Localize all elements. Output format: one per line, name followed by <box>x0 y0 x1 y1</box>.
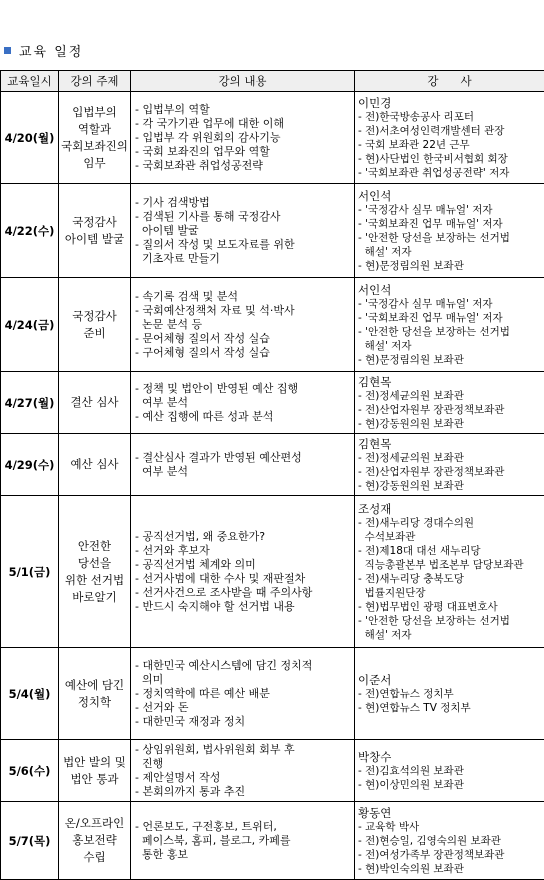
table-row <box>1 648 544 740</box>
instructor-note: - 전)서초여성인력개발센터 관장 <box>358 124 542 138</box>
instructor-cell <box>355 434 544 496</box>
table-row <box>1 92 544 184</box>
content-cell <box>131 92 355 184</box>
content-line: - 본회의까지 통과 추진 <box>135 785 351 799</box>
table-row <box>1 434 544 496</box>
content-cell <box>131 372 355 434</box>
content-line: - 상임위원회, 법사위원회 회부 후 <box>135 743 351 757</box>
content-line: - 국회 보좌진의 업무와 역할 <box>135 145 351 159</box>
instructor-note: - 현)법무법인 광평 대표변호사 <box>358 600 542 614</box>
instructor-note: - 전)새누리당 경대수의원 <box>358 516 542 530</box>
instructor-note: 해설' 저자 <box>358 245 542 259</box>
topic-line: 예산 심사 <box>61 456 128 473</box>
date-cell: 5/6(수) <box>1 740 59 802</box>
instructor-cell <box>355 740 544 802</box>
table-row <box>1 184 544 278</box>
content-line: - 국회보좌관 취업성공전략 <box>135 159 351 173</box>
topic-line: 당선을 <box>61 555 128 572</box>
instructor-note: 직능총괄본부 법조본부 담당보좌관 <box>358 558 542 572</box>
content-line: - 국회예산정책처 자료 및 석·박사 <box>135 304 351 318</box>
instructor-cell <box>355 372 544 434</box>
content-line: - 구어체형 질의서 작성 실습 <box>135 346 351 360</box>
date-cell: 5/1(금) <box>1 496 59 648</box>
instructor-note: - '국회보좌관 취업성공전략' 저자 <box>358 166 542 180</box>
content-cell <box>131 434 355 496</box>
content-line: - 질의서 작성 및 보도자료를 위한 <box>135 238 351 252</box>
instructor-note: - '안전한 당선을 보장하는 선거법 <box>358 231 542 245</box>
content-line: - 대한민국 재정과 정치 <box>135 715 351 729</box>
table-header-row <box>1 71 544 92</box>
content-line: - 정책 및 법안이 반영된 예산 집행 <box>135 382 351 396</box>
table-body <box>1 92 544 880</box>
col-header-date: 교육일시 <box>1 71 59 92</box>
topic-line: 국정감사 <box>61 308 128 325</box>
content-cell <box>131 802 355 880</box>
topic-line: 국정감사 <box>61 214 128 231</box>
topic-cell <box>59 802 131 880</box>
bullet-square-icon <box>4 47 11 54</box>
instructor-cell <box>355 802 544 880</box>
topic-line: 임무 <box>61 155 128 172</box>
content-cell <box>131 278 355 372</box>
content-line: 여부 분석 <box>135 465 351 479</box>
instructor-note: - 전)산업자원부 장관정책보좌관 <box>358 403 542 417</box>
content-line: 통한 홍보 <box>135 848 351 862</box>
instructor-note: - 교육학 박사 <box>358 820 542 834</box>
content-line: 페이스북, 홈피, 블로그, 카페를 <box>135 834 351 848</box>
content-line: - 기사 검색방법 <box>135 196 351 210</box>
content-line: - 공직선거법, 왜 중요한가? <box>135 530 351 544</box>
col-header-content: 강의 내용 <box>131 71 355 92</box>
content-line: 논문 분석 등 <box>135 318 351 332</box>
instructor-name: 이민경 <box>358 96 542 110</box>
content-line: 의미 <box>135 673 351 687</box>
instructor-note: - '안전한 당선을 보장하는 선거법 <box>358 614 542 628</box>
instructor-note: - 현)박인숙의원 보좌관 <box>358 862 542 876</box>
schedule-table <box>0 70 544 880</box>
section-title: 교육 일정 <box>19 41 83 60</box>
topic-cell <box>59 648 131 740</box>
instructor-note: - 전)김효석의원 보좌관 <box>358 764 542 778</box>
content-line: - 대한민국 예산시스템에 담긴 정치적 <box>135 659 351 673</box>
instructor-note: - '국회보좌진 업무 매뉴얼' 저자 <box>358 217 542 231</box>
instructor-note: - 현)강동원의원 보좌관 <box>358 417 542 431</box>
instructor-note: - 전)한국방송공사 리포터 <box>358 110 542 124</box>
topic-line: 위한 선거법 <box>61 572 128 589</box>
instructor-note: - 현)사단법인 한국비서협회 회장 <box>358 152 542 166</box>
instructor-name: 조성재 <box>358 502 542 516</box>
instructor-note: - 현)문정림의원 보좌관 <box>358 259 542 273</box>
topic-line: 법안 통과 <box>61 771 128 788</box>
instructor-note: - 현)이상민의원 보좌관 <box>358 778 542 792</box>
content-cell <box>131 648 355 740</box>
topic-cell <box>59 184 131 278</box>
topic-line: 아이템 발굴 <box>61 231 128 248</box>
date-cell: 5/4(월) <box>1 648 59 740</box>
table-row <box>1 278 544 372</box>
instructor-name: 김현목 <box>358 375 542 389</box>
instructor-note: - 전)정세균의원 보좌관 <box>358 389 542 403</box>
instructor-note: - 전)정세균의원 보좌관 <box>358 451 542 465</box>
content-line: - 선거와 돈 <box>135 701 351 715</box>
content-line: - 언론보도, 구전홍보, 트위터, <box>135 820 351 834</box>
content-line: 아이템 발굴 <box>135 224 351 238</box>
topic-line: 국회보좌진의 <box>61 138 128 155</box>
table-row <box>1 496 544 648</box>
instructor-note: 해설' 저자 <box>358 628 542 642</box>
instructor-cell <box>355 496 544 648</box>
instructor-note: 수석보좌관 <box>358 530 542 544</box>
instructor-name: 황동연 <box>358 806 542 820</box>
col-header-topic: 강의 주제 <box>59 71 131 92</box>
content-cell <box>131 740 355 802</box>
date-cell: 4/27(월) <box>1 372 59 434</box>
content-line: 기초자료 만들기 <box>135 252 351 266</box>
instructor-note: - '안전한 당선을 보장하는 선거법 <box>358 325 542 339</box>
topic-line: 역할과 <box>61 121 128 138</box>
instructor-note: 법률지원단장 <box>358 586 542 600</box>
topic-line: 결산 심사 <box>61 394 128 411</box>
topic-line: 준비 <box>61 325 128 342</box>
content-line: - 제안설명서 작성 <box>135 771 351 785</box>
topic-cell <box>59 372 131 434</box>
instructor-note: - 전)여성가족부 장관정책보좌관 <box>358 848 542 862</box>
table-row <box>1 740 544 802</box>
content-line: - 결산심사 결과가 반영된 예산편성 <box>135 451 351 465</box>
instructor-name: 서인석 <box>358 189 542 203</box>
instructor-cell <box>355 278 544 372</box>
topic-cell <box>59 434 131 496</box>
instructor-note: - '국회보좌진 업무 매뉴얼' 저자 <box>358 311 542 325</box>
topic-cell <box>59 278 131 372</box>
date-cell: 5/7(목) <box>1 802 59 880</box>
content-line: - 검색된 기사를 통해 국정감사 <box>135 210 351 224</box>
content-line: - 예산 집행에 따른 성과 분석 <box>135 410 351 424</box>
content-cell <box>131 184 355 278</box>
table-row <box>1 802 544 880</box>
instructor-note: - 전)산업자원부 장관정책보좌관 <box>358 465 542 479</box>
date-cell: 4/29(수) <box>1 434 59 496</box>
content-line: - 문어체형 질의서 작성 실습 <box>135 332 351 346</box>
topic-line: 예산에 담긴 <box>61 677 128 694</box>
instructor-cell <box>355 184 544 278</box>
content-line: - 입법부의 역할 <box>135 103 351 117</box>
section-heading <box>4 40 83 60</box>
topic-line: 바로알기 <box>61 589 128 606</box>
topic-line: 안전한 <box>61 538 128 555</box>
content-line: - 선거사건으로 조사받을 때 주의사항 <box>135 586 351 600</box>
topic-line: 입법부의 <box>61 104 128 121</box>
topic-line: 온/오프라인 <box>61 815 128 832</box>
content-line: - 각 국가기관 업무에 대한 이해 <box>135 117 351 131</box>
instructor-note: - 현)문정림의원 보좌관 <box>358 353 542 367</box>
col-header-instructor: 강 사 <box>355 71 544 92</box>
instructor-name: 김현목 <box>358 437 542 451</box>
instructor-note: - 전)제18대 대선 새누리당 <box>358 544 542 558</box>
instructor-name: 이준서 <box>358 673 542 687</box>
topic-cell <box>59 740 131 802</box>
date-cell: 4/22(수) <box>1 184 59 278</box>
topic-line: 법안 발의 및 <box>61 754 128 771</box>
content-line: 진행 <box>135 757 351 771</box>
instructor-name: 박창수 <box>358 750 542 764</box>
date-cell: 4/20(월) <box>1 92 59 184</box>
instructor-note: - 전)현승일, 김영숙의원 보좌관 <box>358 834 542 848</box>
topic-line: 홍보전략 <box>61 832 128 849</box>
topic-cell <box>59 496 131 648</box>
topic-cell <box>59 92 131 184</box>
content-line: 여부 분석 <box>135 396 351 410</box>
date-cell: 4/24(금) <box>1 278 59 372</box>
instructor-cell <box>355 92 544 184</box>
topic-line: 정치학 <box>61 694 128 711</box>
instructor-note: - '국정감사 실무 매뉴얼' 저자 <box>358 297 542 311</box>
content-line: - 공직선거법 체계와 의미 <box>135 558 351 572</box>
instructor-name: 서인석 <box>358 283 542 297</box>
content-line: - 선거와 후보자 <box>135 544 351 558</box>
instructor-note: - 현)연합뉴스 TV 정치부 <box>358 701 542 715</box>
instructor-note: 해설' 저자 <box>358 339 542 353</box>
table-row <box>1 372 544 434</box>
content-line: - 반드시 숙지해야 할 선거법 내용 <box>135 600 351 614</box>
instructor-note: - 전)새누리당 충북도당 <box>358 572 542 586</box>
content-cell <box>131 496 355 648</box>
content-line: - 입법부 각 위원회의 감사기능 <box>135 131 351 145</box>
instructor-note: - 전)연합뉴스 정치부 <box>358 687 542 701</box>
instructor-note: - 현)강동원의원 보좌관 <box>358 479 542 493</box>
topic-line: 수립 <box>61 849 128 866</box>
instructor-note: - 국회 보좌관 22년 근무 <box>358 138 542 152</box>
content-line: - 정치역학에 따른 예산 배분 <box>135 687 351 701</box>
content-line: - 속기록 검색 및 분석 <box>135 290 351 304</box>
instructor-note: - '국정감사 실무 매뉴얼' 저자 <box>358 203 542 217</box>
instructor-cell <box>355 648 544 740</box>
content-line: - 선거사범에 대한 수사 및 재판절차 <box>135 572 351 586</box>
